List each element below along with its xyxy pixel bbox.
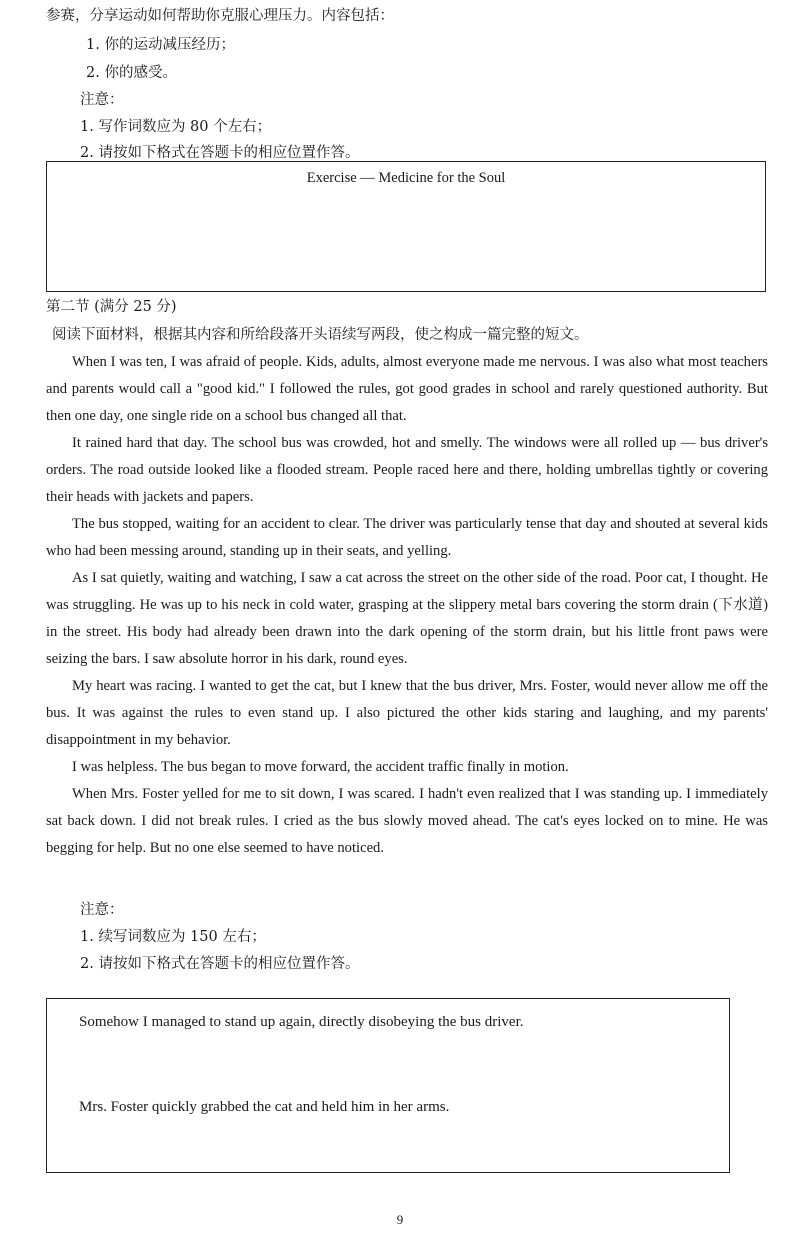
writing-note-1: 1. 写作词数应为 80 个左右；: [80, 119, 272, 135]
writing-point-1: 1. 你的运动减压经历；: [86, 37, 235, 53]
continuation-note-1: 1. 续写词数应为 150 左右；: [80, 929, 266, 945]
story-paragraph: As I sat quietly, waiting and watching, I saw a cat across the street on the other side of the road. Poor cat, I thought. He was struggling. He was up to his neck in cold water, grasping at the slippery metal bars covering the storm drain (下水道) in the street. His body had already been drawn into the dark opening of the storm drain, but his little front paws were seizing the bars. I saw absolute horror in his dark, round eyes.: [46, 570, 768, 668]
continuation-answer-box: [46, 998, 730, 1173]
section-instruction: 阅读下面材料，根据其内容和所给段落开头语续写两段，使之构成一篇完整的短文。: [52, 327, 589, 343]
section-heading: 第二节 (满分 25 分): [46, 299, 177, 315]
continuation-start-2: Mrs. Foster quickly grabbed the cat and held him in her arms.: [79, 1099, 450, 1115]
writing-box-title: Exercise — Medicine for the Soul: [306, 170, 506, 186]
story-paragraph: When Mrs. Foster yelled for me to sit down, I was scared. I hadn't even realized that I was standing up. I immediately sat back down. I did not break rules. I cried as the bus slowly moved ahead. The cat's eyes locked on to mine. He was begging for help. But no one else seemed to have noticed.: [46, 786, 768, 857]
story-paragraph: When I was ten, I was afraid of people. Kids, adults, almost everyone made me nervous. I was also what most teachers and parents would call a "good kid." I followed the rules, got good grades in school and rarely questioned authority. But then one day, one single ride on a school bus changed all that.: [46, 354, 768, 425]
writing-note-label: 注意：: [80, 92, 124, 108]
continuation-start-1: Somehow I managed to stand up again, directly disobeying the bus driver.: [79, 1014, 524, 1030]
page-number: 9: [396, 1212, 404, 1227]
writing-answer-box: [46, 161, 766, 292]
story-paragraph: My heart was racing. I wanted to get the cat, but I knew that the bus driver, Mrs. Foster, would never allow me off the bus. It was against the rules to even stand up. I also pictured the other kids staring and laughing, and my parents' disappointment in my behavior.: [46, 678, 768, 749]
continuation-note-2: 2. 请按如下格式在答题卡的相应位置作答。: [80, 956, 360, 972]
continuation-note-label: 注意：: [80, 902, 124, 918]
story-paragraph: It rained hard that day. The school bus was crowded, hot and smelly. The windows were all rolled up — bus driver's orders. The road outside looked like a flooded stream. People raced here and there, holding umbrellas tightly or covering their heads with jackets and papers.: [46, 435, 768, 506]
story-paragraph: I was helpless. The bus began to move forward, the accident traffic finally in motion.: [72, 759, 569, 775]
story-paragraph: The bus stopped, waiting for an accident to clear. The driver was particularly tense that day and shouted at several kids who had been messing around, standing up in their seats, and yelling.: [46, 516, 768, 560]
writing-intro: 参赛，分享运动如何帮助你克服心理压力。内容包括：: [46, 8, 394, 24]
writing-point-2: 2. 你的感受。: [86, 65, 177, 81]
writing-note-2: 2. 请按如下格式在答题卡的相应位置作答。: [80, 145, 360, 161]
